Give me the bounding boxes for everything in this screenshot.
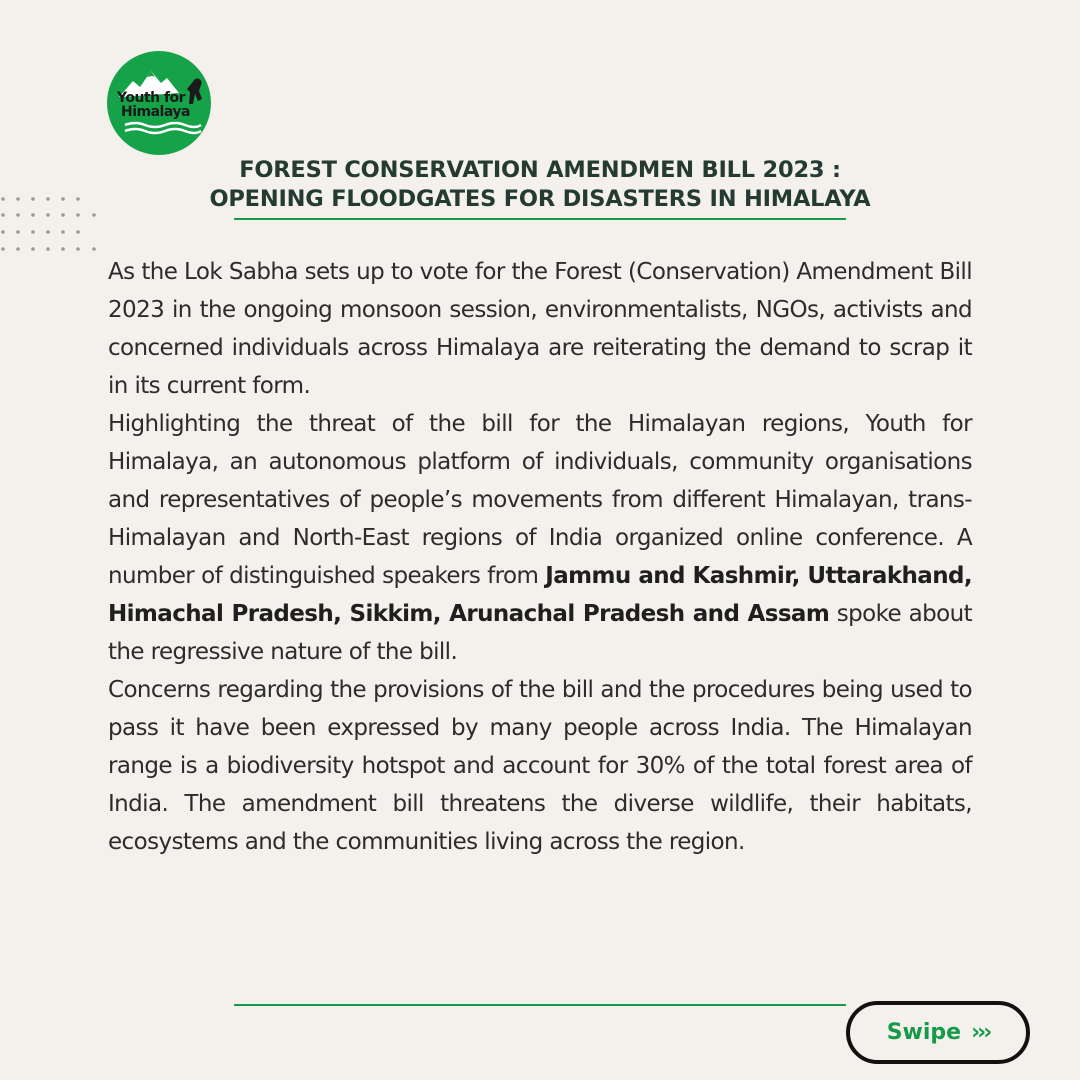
youth-for-himalaya-logo (107, 51, 211, 155)
paragraph-3: Concerns regarding the provisions of the bill and the procedures being used to pass it have been expressed by many people across India. The Himalayan range is a biodiversity hotspot and account for 30% of the total forest area of India. The amendment bill threatens the diverse wildlife, their habitats, ecosystems and the communities living across the region. (108, 677, 972, 855)
swipe-label: Swipe (886, 1020, 962, 1045)
title-line-2: OPENING FLOODGATES FOR DISASTERS IN HIMALAYA (209, 186, 871, 212)
dot-grid-decoration (0, 196, 100, 256)
paragraph-2 (108, 405, 972, 671)
logo-line-1: Youth for (117, 90, 186, 106)
logo-text (115, 91, 207, 119)
bottom-divider (234, 1004, 846, 1006)
logo-line-2: Himalaya (121, 104, 190, 120)
paragraph-1: As the Lok Sabha sets up to vote for the Forest (Conservation) Amendment Bill 2023 in the ongoing monsoon session, environmentalists, NGOs, activists and concerned individuals across Himalaya are reiterating the demand to scrap it in its current form. (108, 259, 972, 399)
chevrons-right-icon: ››› (971, 1020, 990, 1045)
article-body (108, 253, 972, 861)
swipe-button[interactable] (846, 1001, 1030, 1064)
page-title (150, 156, 930, 214)
title-divider (234, 218, 846, 220)
paragraph-2-lead: Highlighting the threat of the bill for the Himalayan regions, Youth for Himalaya, an autonomous platform of individuals, community organisations and representatives of people’s movements from different Himalayan, trans-Himalayan and North-East regions of India organized online conference. A number of distinguished speakers from (108, 411, 972, 589)
paragraph-2-regions: Jammu and Kashmir, Uttarakhand, Himachal Pradesh, Sikkim, Arunachal Pradesh and Assam (108, 563, 973, 627)
title-line-1: FOREST CONSERVATION AMENDMEN BILL 2023 : (239, 157, 841, 183)
paragraph-2-tail: spoke about the regressive nature of the bill. (108, 601, 973, 665)
